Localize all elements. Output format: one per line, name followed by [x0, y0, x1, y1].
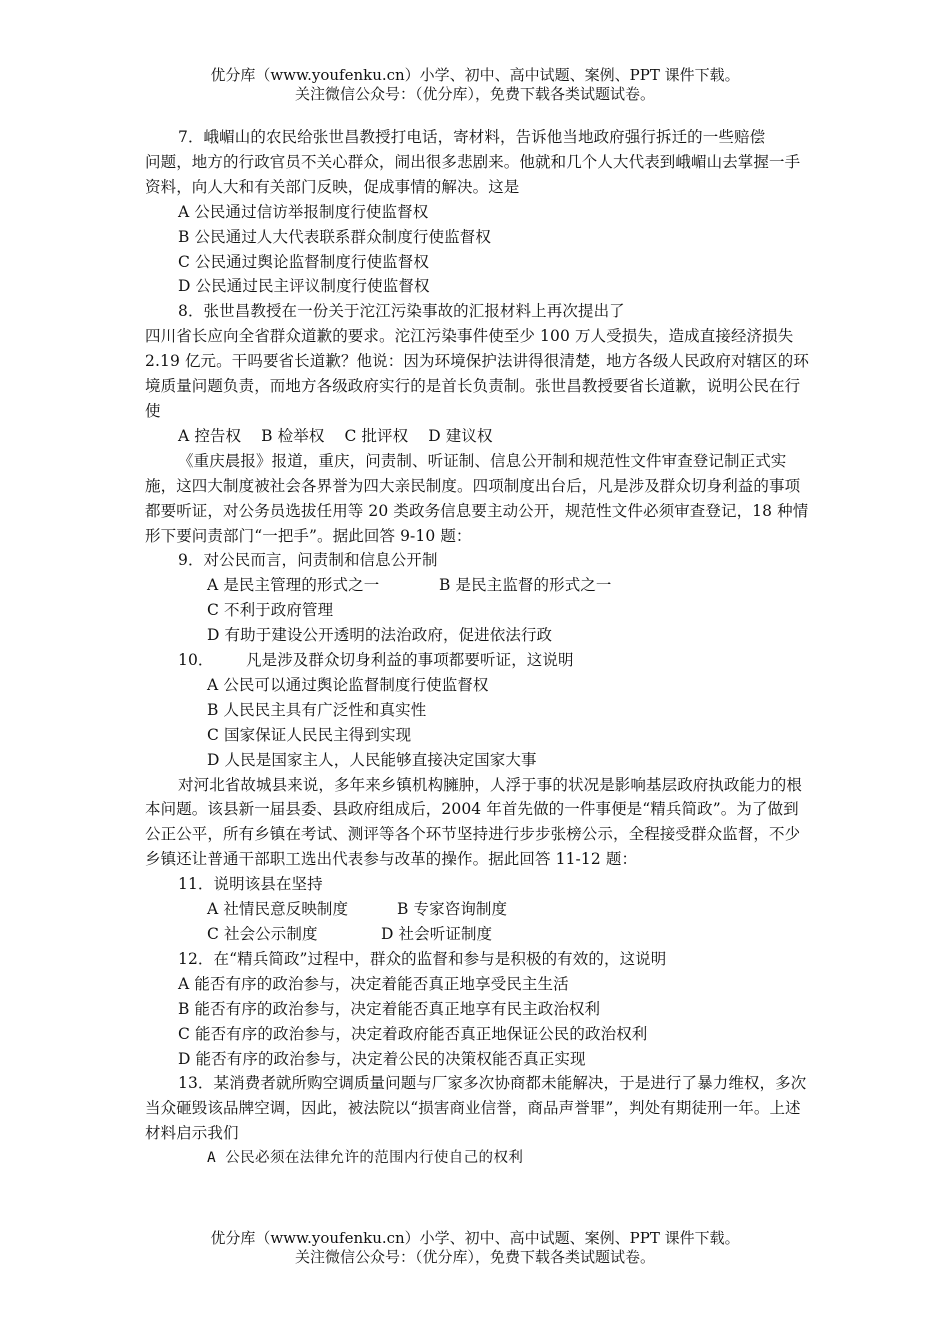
q8-option-a: A 控告权 [178, 426, 242, 445]
material-9-10: 《重庆晨报》报道，重庆，问责制、听证制、信息公开制和规范性文件审查登记制正式实施，这四大制度被社会各界誉为四大亲民制度。四项制度出台后，凡是涉及群众切身利益的事项都要听证，对公务员选拔任用等 20 类政务信息要主动公开，规范性文件必须审查登记，18 种情形下要问责部门“一把手”。据此回答 9-10 题： [145, 451, 809, 545]
q10-stem-line [145, 648, 811, 673]
q12-stem: 12．在“精兵简政”过程中，群众的监督和参与是积极的有效的，这说明 [178, 949, 667, 968]
q9-stem: 9．对公民而言，问责制和信息公开制 [178, 551, 438, 570]
q10-option-b: B 人民民主具有广泛性和真实性 [207, 700, 427, 719]
q10-stem: 凡是涉及群众切身利益的事项都要听证，这说明 [246, 651, 574, 670]
header-line-2: 关注微信公众号：（优分库），免费下载各类试题试卷。 [294, 85, 655, 103]
footer-line-1: 优分库（www.youfenku.cn）小学、初中、高中试题、案例、PPT 课件下载。 [210, 1229, 740, 1247]
q8-stem-rest: 四川省长应向全省群众道歉的要求。沱江污染事件使至少 100 万人受损失，造成直接经济损失 2.19 亿元。干吗要省长道歉？他说：因为环境保护法讲得很清楚，地方各级人民政府对辖区的环境质量问题负责，而地方各级政府实行的是首长负责制。张世昌教授要省长道歉，说明公民在行使 [145, 327, 809, 420]
q12-option-b: B 能否有序的政治参与，决定着能否真正地享有民主政治权利 [178, 999, 601, 1018]
q10-number: 10． [178, 651, 214, 670]
q12-option-d: D 能否有序的政治参与，决定着公民的决策权能否真正实现 [178, 1049, 586, 1068]
q11-stem: 11．说明该县在坚持 [178, 875, 323, 894]
q11-options-ab [145, 897, 811, 922]
q8-stem-first: 8．张世昌教授在一份关于沱江污染事故的汇报材料上再次提出了 [178, 302, 625, 321]
q8-option-d: D 建议权 [428, 426, 493, 445]
q12-option-a: A 能否有序的政治参与，决定着能否真正地享受民主生活 [178, 974, 569, 993]
exam-content [145, 125, 811, 1171]
header-line-1: 优分库（www.youfenku.cn）小学、初中、高中试题、案例、PPT 课件下载。 [210, 66, 740, 84]
page-footer [0, 1229, 950, 1267]
q8-option-b: B 检举权 [261, 426, 325, 445]
footer-line-2: 关注微信公众号：（优分库），免费下载各类试题试卷。 [294, 1248, 655, 1266]
q10-option-c: C 国家保证人民民主得到实现 [207, 725, 412, 744]
q13-stem: 13．某消费者就所购空调质量问题与厂家多次协商都未能解决，于是进行了暴力维权，多次当众砸毁该品牌空调，因此，被法院以“损害商业信誉，商品声誉罪”，判处有期徒刑一年。上述材料启示我们 [145, 1074, 807, 1143]
q9-option-d: D 有助于建设公开透明的法治政府，促进依法行政 [207, 626, 553, 645]
q9-option-b: B 是民主监督的形式之一 [439, 576, 612, 595]
q9-options-ab [145, 573, 811, 598]
q10-option-d: D 人民是国家主人，人民能够直接决定国家大事 [207, 750, 537, 769]
q10-option-a: A 公民可以通过舆论监督制度行使监督权 [207, 675, 489, 694]
q7-stem-rest: 问题，地方的行政官员不关心群众，闹出很多悲剧来。他就和几个人大代表到峨嵋山去掌握一手资料，向人大和有关部门反映，促成事情的解决。这是 [145, 152, 801, 196]
q11-options-cd [145, 922, 811, 947]
q9-option-c: C 不利于政府管理 [207, 601, 334, 620]
q11-option-c: C 社会公示制度 [207, 925, 318, 943]
q7-stem-first: 7．峨嵋山的农民给张世昌教授打电话，寄材料，告诉他当地政府强行拆迁的一些赔偿 [178, 128, 766, 146]
q7-option-c: C 公民通过舆论监督制度行使监督权 [178, 252, 429, 271]
page-header [0, 66, 950, 104]
q7-option-d: D 公民通过民主评议制度行使监督权 [178, 277, 430, 296]
q8-option-c: C 批评权 [344, 426, 409, 445]
q11-option-a: A 社情民意反映制度 [207, 900, 349, 919]
material-11-12: 对河北省故城县来说，多年来乡镇机构臃肿，人浮于事的状况是影响基层政府执政能力的根本问题。该县新一届县委、县政府组成后，2004 年首先做的一件事便是“精兵简政”。为了做到公正公平，所有乡镇在考试、测评等各个环节坚持进行步步张榜公示，全程接受群众监督，不少乡镇还让普通干部职工选出代表参与改革的操作。据此回答 11-12 题： [145, 775, 803, 869]
q13-option-a: A 公民必须在法律允许的范围内行使自己的权利 [207, 1150, 524, 1167]
q9-option-a: A 是民主管理的形式之一 [207, 576, 380, 595]
q7-option-b: B 公民通过人大代表联系群众制度行使监督权 [178, 227, 491, 246]
q8-options [145, 424, 811, 449]
q12-option-c: C 能否有序的政治参与，决定着政府能否真正地保证公民的政治权利 [178, 1024, 648, 1043]
q11-option-b: B 专家咨询制度 [397, 900, 508, 919]
q7-option-a: A 公民通过信访举报制度行使监督权 [178, 202, 429, 221]
q11-option-d: D 社会听证制度 [381, 925, 493, 943]
